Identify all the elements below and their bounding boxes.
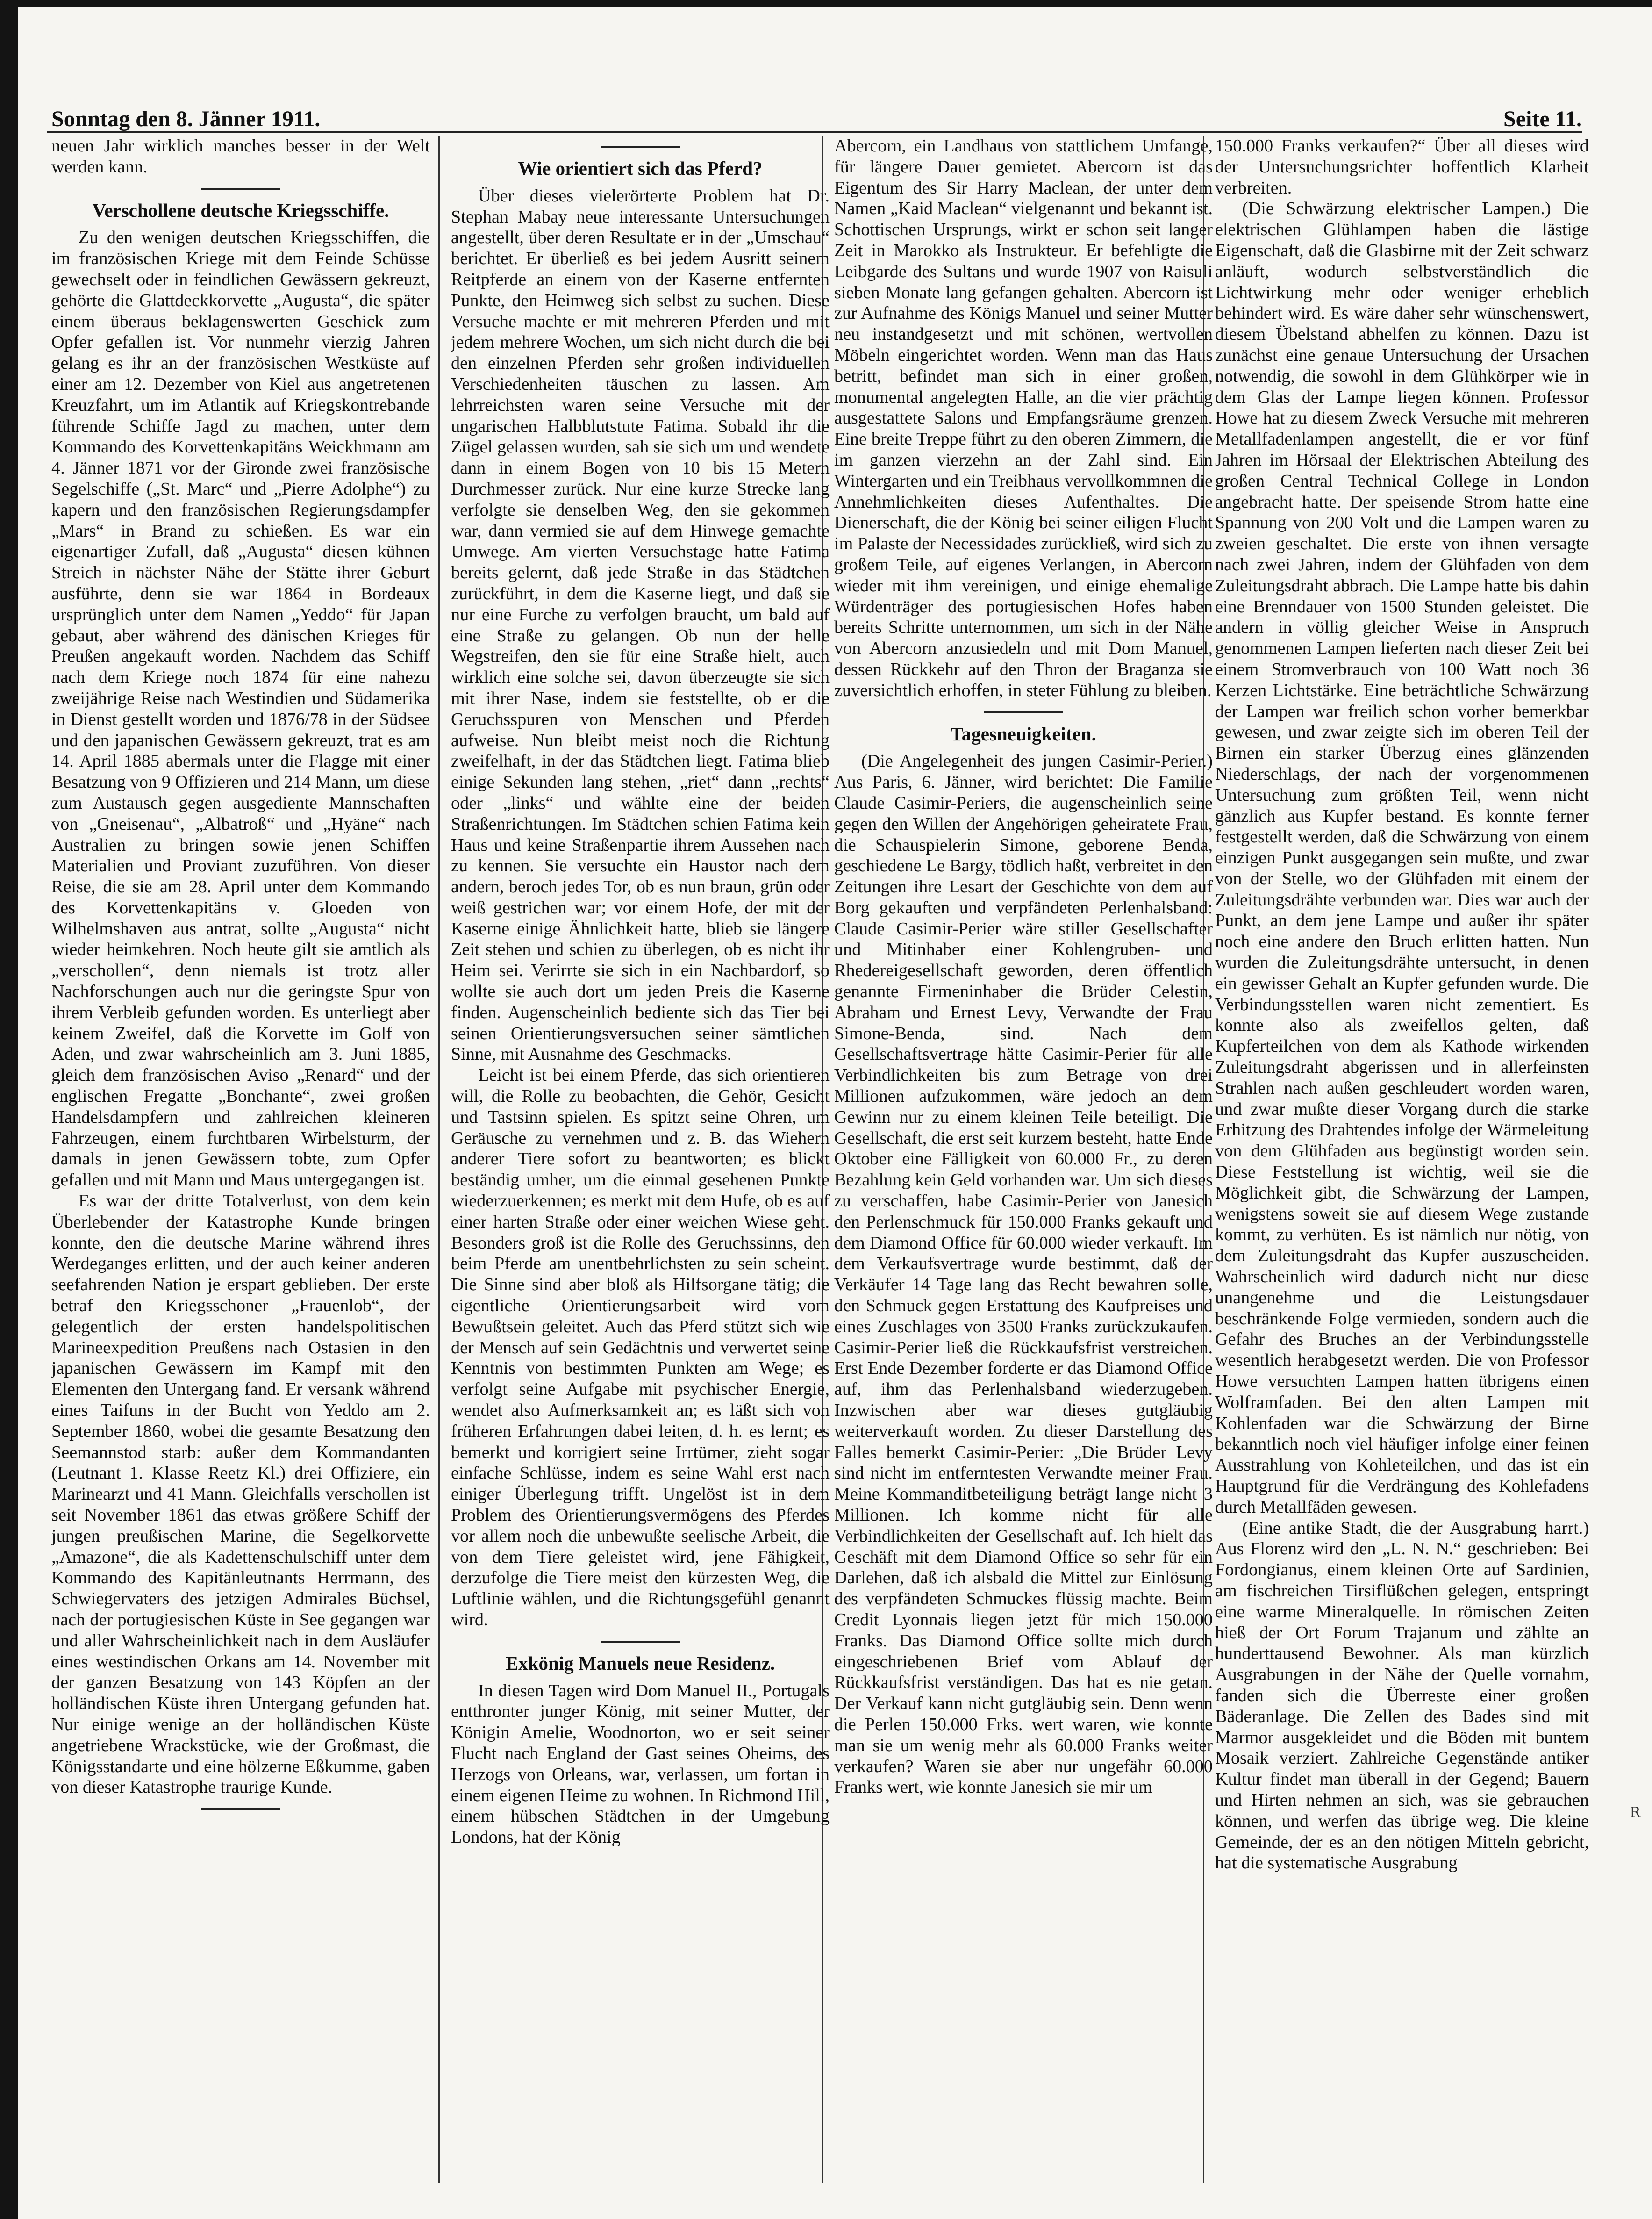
article-paragraph: Abercorn, ein Landhaus von stattlichem Umfange, für längere Dauer gemietet. Abercorn ist das Eigentum des Sir Harry Maclean, der unter dem Namen „Kaid Maclean“ vielgenannt und bekannt ist. Schottischen Ursprungs, wirkt er schon seit langer Zeit in Marokko als Instrukteur. Er befehligte die Leibgarde des Sultans und wurde 1907 von Raisuli sieben Monate lang gefangen gehalten. Abercorn ist zur Aufnahme des Königs Manuel und seiner Mutter neu instandgesetzt und mit schönen, wertvollen Möbeln eingerichtet worden. Wenn man das Haus betritt, befindet man sich in einer großen, monumental angelegten Halle, an die vier prächtig ausgestattete Salons und Empfangsräume grenzen. Eine breite Treppe führt zu den oberen Zimmern, die im ganzen vierzehn an der Zahl sind. Ein Wintergarten und ein Treibhaus vervollkommnen die Annehmlichkeiten dieses Aufenthaltes. Die Dienerschaft, die der König bei seiner eiligen Flucht im Palaste der Necessidades zurückließ, wird sich zu großem Teile, auf eigenes Verlangen, in Abercorn wieder mit ihm vereinigen, und einige ehemalige Würdenträger des portugiesischen Hofes haben bereits Schritte unternommen, um sich in der Nähe von Abercorn anzusiedeln und mit Dom Manuel, dessen Rückkehr auf den Thron der Braganza sie zuversichtlich erhoffen, in steter Fühlung zu bleiben. <box>834 136 1213 700</box>
article-paragraph: Es war der dritte Totalverlust, von dem kein Überlebender der Katastrophe Kunde bringen konnte, den die deutsche Marine während ihres Werdeganges erlitten, und der auch keiner anderen seefahrenden Nation je erspart geblieben. Der erste betraf den Kriegsschoner „Frauenlob“, der gelegentlich der ersten handelspolitischen Marineexpedition Preußens nach Ostasien in den japanischen Gewässern im Kampf mit den Elementen den Untergang fand. Er versank während eines Taifuns in der Bucht von Yeddo am 2. September 1860, wobei die gesamte Besatzung den Seemannstod starb: außer dem Kommandanten (Leutnant 1. Klasse Reetz Kl.) drei Offiziere, ein Marinearzt und 41 Mann. Gleichfalls verschollen ist seit November 1861 das etwas größere Schiff der jungen preußischen Marine, die Segelkorvette „Amazone“, die als Kadettenschulschiff unter dem Kommando des Kapitänleutnants Herrmann, des Schwiegervaters des jetzigen Admirales Büchsel, nach der portugiesischen Küste in See gegangen war und aller Wahrscheinlichkeit nach in dem Ausläufer eines westindischen Orkans am 14. November mit der ganzen Besatzung von 143 Köpfen an der holländischen Küste ihren Untergang gefunden hat. Nur einige wenige an der holländischen Küste angetriebene Wrackstücke, wie der Großmast, die Königsstandarte und eine hölzerne Eßkumme, gaben von dieser Katastrophe traurige Kunde. <box>51 1191 430 1797</box>
article-paragraph: In diesen Tagen wird Dom Manuel II., Portugals entthronter junger König, mit seiner Mutter, der Königin Amelie, Woodnorton, wo er seit seiner Flucht nach England der Gast seines Oheims, des Herzogs von Orleans, war, verlassen, um fortan in einem eigenen Heime zu wohnen. In Richmond Hill, einem hübschen Städtchen in der Umgebung Londons, hat der König <box>451 1680 830 1847</box>
column-2 <box>451 136 830 2183</box>
scan-top-border <box>0 0 1652 7</box>
column-divider <box>438 136 440 2183</box>
article-separator <box>201 188 280 190</box>
article-paragraph: (Die Schwärzung elektrischer Lampen.) Die elektrischen Glühlampen haben die lästige Eigenschaft, daß die Glasbirne mit der Zeit schwarz anläuft, wodurch selbstverständlich die Lichtwirkung mehr oder weniger erheblich behindert wird. Es wäre daher sehr wünschenswert, diesem Übelstand abhelfen zu können. Dazu ist zunächst eine genaue Untersuchung der Ursachen notwendig, die sowohl in dem Glühkörper wie in dem Glas der Lampe liegen können. Professor Howe hat zu diesem Zweck Versuche mit mehreren Metallfadenlampen angestellt, die er vor fünf Jahren im Hörsaal der Elektrischen Abteilung des großen Central Technical College in London angebracht hatte. Der speisende Strom hatte eine Spannung von 200 Volt und die Lampen waren zu zweien geschaltet. Die erste von ihnen versagte nach zwei Jahren, indem der Glühfaden von dem Zuleitungsdraht abbrach. Die Lampe hatte bis dahin eine Brenndauer von 1500 Stunden geleistet. Die andern in völlig gleicher Weise in Anspruch genommenen Lampen lieferten nach dieser Zeit bei einem Stromverbrauch von 100 Watt noch 36 Kerzen Lichtstärke. Eine beträchtliche Schwärzung der Lampen war freilich schon vorher bemerkbar gewesen, und zwar zeigte sich im oberen Teil der Birnen ein starker Überzug eines glänzenden Niederschlags, der nach der vorgenommenen Untersuchung zum größten Teil, wenn nicht gänzlich aus Kupfer bestand. Es konnte ferner festgestellt werden, daß die Schwärzung von einem einzigen Punkt ausgegangen sein mußte, und zwar von der Stelle, wo der Glühfaden mit einem der Zuleitungsdrähte verbunden war. Dies war auch der Punkt, an dem jene Lampe und außer ihr später noch eine andere den Bruch erlitten hatten. Nun wurden die Zuleitungsdrähte untersucht, in denen ein gewisser Gehalt an Kupfer gefunden wurde. Die Verbindungsstellen waren nicht zementiert. Es konnte also als zweifellos gelten, daß Kupferteilchen von dem als Kathode wirkenden Zuleitungsdraht abgerissen und in allerfeinsten Strahlen nach außen geschleudert worden waren, und zwar mußte dieser Vorgang durch die starke Erhitzung des Drahtendes infolge der Wärmeleitung von dem Glühfaden aus begünstigt worden sein. Diese Feststellung ist wichtig, weil sie die Möglichkeit gibt, die Schwärzung der Lampen, wenigstens soweit sie auf diesem Wege zustande kommt, zu verhüten. Es ist nämlich nur nötig, von dem Zuleitungsdraht das Kupfer auszuscheiden. Wahrscheinlich wird dadurch nicht nur diese unangenehme und die Leistungsdauer beschränkende Folge vermieden, sondern auch die Gefahr des Bruches an der Verbindungsstelle wesentlich herabgesetzt werden. Die von Professor Howe versuchten Lampen hatten übrigens einen Wolframfaden. Bei den alten Lampen mit Kohlenfaden war die Schwärzung der Birne bekanntlich noch viel häufiger infolge einer feinen Ausstrahlung von Kohleteilchen, und das ist ein Hauptgrund für die Verdrängung des Kohlefadens durch Metallfäden gewesen. <box>1215 199 1589 1517</box>
article-paragraph: Zu den wenigen deutschen Kriegsschiffen, die im französischen Kriege mit dem Feinde Schüsse gewechselt oder in feindlichen Gewässern gekreuzt, gehörte die Glattdeckkorvette „Augusta“, die später einem überaus beklagenswerten Geschick zum Opfer gefallen ist. Vor nunmehr vierzig Jahren gelang es ihr an der französischen Westküste auf einer am 12. Dezember von Kiel aus angetretenen Kreuzfahrt, um im Atlantik auf Kriegskontrebande führende Schiffe Jagd zu machen, unter dem Kommando des Korvettenkapitäns Weickhmann am 4. Jänner 1871 vor der Gironde zwei französische Segelschiffe („St. Marc“ und „Pierre Adolphe“) zu kapern und den französischen Regierungsdampfer „Mars“ in Brand zu schießen. Es war ein eigenartiger Zufall, daß „Augusta“ diesen kühnen Streich in nächster Nähe der Stätte ihrer Geburt ausführte, denn sie war 1864 in Bordeaux ursprünglich unter dem Namen „Yeddo“ für Japan gebaut, aber während des dänischen Krieges für Preußen angekauft worden. Nachdem das Schiff nach dem Kriege noch 1874 für eine nahezu zweijährige Reise nach Westindien und Südamerika in Dienst gestellt worden und 1876/78 in der Südsee und den japanischen Gewässern gekreuzt, trat es am 14. April 1885 abermals unter die Flagge mit einer Besatzung von 9 Offizieren und 214 Mann, um diese zum Austausch gegen ausgediente Mannschaften von „Gneisenau“, „Albatroß“ und „Hyäne“ nach Australien zu bringen sowie jenen Schiffen Materialien und Proviant zuzuführen. Von dieser Reise, die sie am 28. April unter dem Kommando des Korvettenkapitäns v. Gloeden von Wilhelmshaven aus antrat, sollte „Augusta“ nicht wieder heimkehren. Noch heute gilt sie amtlich als „verschollen“, denn niemals ist trotz aller Nachforschungen auch nur die geringste Spur von ihrem Verbleib gefunden worden. Es unterliegt aber keinem Zweifel, daß die Korvette im Golf von Aden, und zwar wahrscheinlich am 3. Juni 1885, gleich dem französischen Aviso „Renard“ und der englischen Fregatte „Bonchante“, zwei großen Handelsdampfern und zahlreichen kleineren Fahrzeugen, einem furchtbaren Wirbelsturm, der damals in jenen Gewässern tobte, zum Opfer gefallen und mit Mann und Maus untergegangen ist. <box>51 228 430 1190</box>
article-paragraph: (Die Angelegenheit des jungen Casimir-Perier.) Aus Paris, 6. Jänner, wird berichtet: Die Familie Claude Casimir-Periers, die augenscheinlich seine gegen den Willen der Angehörigen geheiratete Frau, die Schauspielerin Simone, geborene Benda, geschiedene Le Bargy, tödlich haßt, verbreitet in den Zeitungen ihre Lesart der Geschichte von dem auf Borg gekauften und verpfändeten Perlenhalsband: Claude Casimir-Perier wäre stiller Gesellschafter und Mitinhaber einer Kohlengruben- und Rhedereigesellschaft geworden, deren öffentlich genannte Firmeninhaber die Brüder Celestin, Abraham und Ernest Levy, Verwandte der Frau Simone-Benda, sind. Nach dem Gesellschaftsvertrage hätte Casimir-Perier für alle Verbindlichkeiten bis zum Betrage von drei Millionen aufzukommen, wäre jedoch an dem Gewinn nur zu einem kleinen Teile beteiligt. Die Gesellschaft, die erst seit kurzem besteht, hatte Ende Oktober eine Fälligkeit von 60.000 Fr., zu deren Bezahlung kein Geld vorhanden war. Um sich dieses zu verschaffen, habe Casimir-Perier von Janesich den Perlenschmuck für 150.000 Franks gekauft und dem Diamond Office für 60.000 wieder verkauft. Im dem Verkaufsvertrage wurde bestimmt, daß der Verkäufer 14 Tage lang das Recht bewahren solle, den Schmuck gegen Erstattung des Kaufpreises und eines Zuschlages von 3500 Franks zurückzukaufen. Casimir-Perier ließ die Rückkaufsfrist verstreichen. Erst Ende Dezember forderte er das Diamond Office auf, ihm das Perlenhalsband wiederzugeben. Inzwischen aber war dieses gutgläubig weiterverkauft worden. Zu dieser Darstellung des Falles bemerkt Casimir-Perier: „Die Brüder Levy sind nicht im entferntesten Verwandte meiner Frau. Meine Kommanditbeteiligung beträgt lange nicht 3 Millionen. Ich komme nicht für alle Verbindlichkeiten der Gesellschaft auf. Ich hielt das Geschäft mit dem Diamond Office so sehr für ein Darlehen, daß ich alsbald die Mittel zur Einlösung des verpfändeten Schmuckes flüssig machte. Beim Credit Lyonnais liegen jetzt für mich 150.000 Franks. Das Diamond Office sollte mich durch eingeschriebenen Brief vom Ablauf der Rückkaufsfrist verständigen. Das hat es nie getan. Der Verkauf kann nicht gutgläubig sein. Denn wenn die Perlen 150.000 Frks. wert waren, wie konnte man sie um wenig mehr als 60.000 Franks weiter verkaufen? Waren sie aber nur ungefähr 60.000 Franks wert, wie konnte Janesich sie mir um <box>834 751 1213 1797</box>
article-separator <box>201 1808 280 1810</box>
header-rule <box>47 131 1582 133</box>
article-heading-manuel: Exkönig Manuels neue Residenz. <box>505 1652 775 1674</box>
article-heading-warships: Verschollene deutsche Kriegsschiffe. <box>92 199 389 221</box>
article-separator <box>601 146 680 148</box>
header-page-number: Seite 11. <box>1503 107 1582 131</box>
column-3 <box>834 136 1213 2183</box>
section-heading-news: Tagesneuigkeiten. <box>951 723 1096 745</box>
page-header <box>47 96 1582 133</box>
column-4 <box>1215 136 1589 2183</box>
intro-text: neuen Jahr wirklich manches besser in der Welt werden kann. <box>51 136 430 177</box>
scan-left-border <box>0 0 18 2219</box>
article-paragraph: (Eine antike Stadt, die der Ausgrabung harrt.) Aus Florenz wird den „L. N. N.“ geschrieben: Bei Fordongianus, einem kleinen Orte auf Sardinien, am fischreichen Tirsiflüßchen gelegen, entspringt eine warme Mineralquelle. In römischen Zeiten hieß der Ort Forum Trajanum und zählte an hunderttausend Bewohner. Als man kürzlich Ausgrabungen in der Nähe der Quelle vornahm, fanden sich die Überreste einer großen Bäderanlage. Die Zellen des Bades sind mit Marmor ausgekleidet und die Böden mit buntem Mosaik verziert. Zahlreiche Gegenstände antiker Kultur findet man überall in der Gegend; Bauern und Hirten nehmen an sich, was sie gebrauchen können, und werfen das übrige weg. Die kleine Gemeinde, der es an den nötigen Mitteln gebricht, hat die systematische Ausgrabung <box>1215 1518 1589 1873</box>
article-separator <box>601 1641 680 1643</box>
margin-mark: R <box>1630 1804 1640 1821</box>
header-date: Sonntag den 8. Jänner 1911. <box>51 107 321 131</box>
article-paragraph: 150.000 Franks verkaufen?“ Über all dieses wird der Untersuchungsrichter hoffentlich Klarheit verbreiten. <box>1215 136 1589 198</box>
article-paragraph: Über dieses vielerörterte Problem hat Dr. Stephan Mabay neue interessante Untersuchungen angestellt, über deren Resultate er in der „Umschau“ berichtet. Er überließ es bei jedem Ausritt seinem Reitpferde an einem von der Kaserne entfernten Punkte, den Heimweg sich selbst zu suchen. Diese Versuche machte er mit mehreren Pferden und mit jedem mehrere Wochen, um sich nicht durch die bei den einzelnen Pferden sehr großen individuellen Verschiedenheiten täuschen zu lassen. Am lehrreichsten waren seine Versuche mit der ungarischen Halbblutstute Fatima. Sobald ihr die Zügel gelassen wurden, sah sie sich um und wendete dann in einem Bogen von 10 bis 15 Metern Durchmesser zurück. Nur eine kurze Strecke lang verfolgte sie denselben Weg, den sie gekommen war, dann vermied sie auf dem Hinwege gemachte Umwege. Am vierten Versuchstage hatte Fatima bereits gelernt, daß jede Straße in das Städtchen zurückführt, in dem die Kaserne liegt, und daß sie nur eine Furche zu verfolgen braucht, um bald auf eine Straße zu gelangen. Ob nun der helle Wegstreifen, den sie für eine Straße hielt, auch wirklich eine solche sei, davon überzeugte sie sich mit ihrer Nase, indem sie feststellte, ob er die Geruchsspuren von Menschen und Pferden aufweise. Nun bleibt meist noch die Richtung zweifelhaft, in der das Städtchen liegt. Fatima blieb einige Sekunden lang stehen, „riet“ dann „rechts“ oder „links“ und wählte eine der beiden Straßenrichtungen. Im Städtchen schien Fatima kein Haus und keine Straßenpartie ihrem Aussehen nach zu kennen. Sie versuchte ein Haustor nach dem andern, beroch jedes Tor, ob es nun braun, grün oder weiß gestrichen war; vor einem Hofe, der mit der Kaserne einige Ähnlichkeit hatte, blieb sie längere Zeit stehen und schien zu überlegen, ob es nicht ihr Heim sei. Verirrte sie sich in ein Nachbardorf, so wollte sie auch dort um jeden Preis die Kaserne finden. Augenscheinlich bediente sich das Tier bei seinen Orientierungsversuchen seiner sämtlichen Sinne, mit Ausnahme des Geschmacks. <box>451 186 830 1064</box>
article-heading-horse: Wie orientiert sich das Pferd? <box>518 158 763 179</box>
article-separator <box>984 711 1063 713</box>
article-paragraph: Leicht ist bei einem Pferde, das sich orientieren will, die Rolle zu beobachten, die Gehör, Gesicht und Tastsinn spielen. Es spitzt seine Ohren, um Geräusche zu vernehmen und z. B. das Wiehern anderer Tiere sofort zu beantworten; es blickt beständig umher, um die einmal gesehenen Punkte wiederzuerkennen; es merkt mit dem Hufe, ob es auf einer harten Straße oder einer weichen Wiese geht. Besonders groß ist die Rolle des Geruchssinns, den beim Pferde am unentbehrlichsten zu sein scheint. Die Sinne sind aber bloß als Hilfsorgane tätig; die eigentliche Orientierungsarbeit wird vom Bewußtsein geleitet. Auch das Pferd stützt sich wie der Mensch auf sein Gedächtnis und verwertet seine Kenntnis von bestimmten Punkten am Wege; es verfolgt seine Aufgabe mit psychischer Energie, wendet also Aufmerksamkeit an; es läßt sich von früheren Erfahrungen dabei leiten, d. h. es lernt; es bemerkt und korrigiert seine Irrtümer, zieht sogar einfache Schlüsse, indem es seine Wahl erst nach einiger Überlegung trifft. Ungelöst ist in dem Problem des Orientierungsvermögens des Pferdes vor allem noch die unbewußte seelische Arbeit, die von dem Tiere geleistet wird, jene Fähigkeit, derzufolge die Tiere meist den kürzesten Weg, die Luftlinie wählen, und die Richtungsgefühl genannt wird. <box>451 1065 830 1630</box>
column-1 <box>51 136 430 2183</box>
